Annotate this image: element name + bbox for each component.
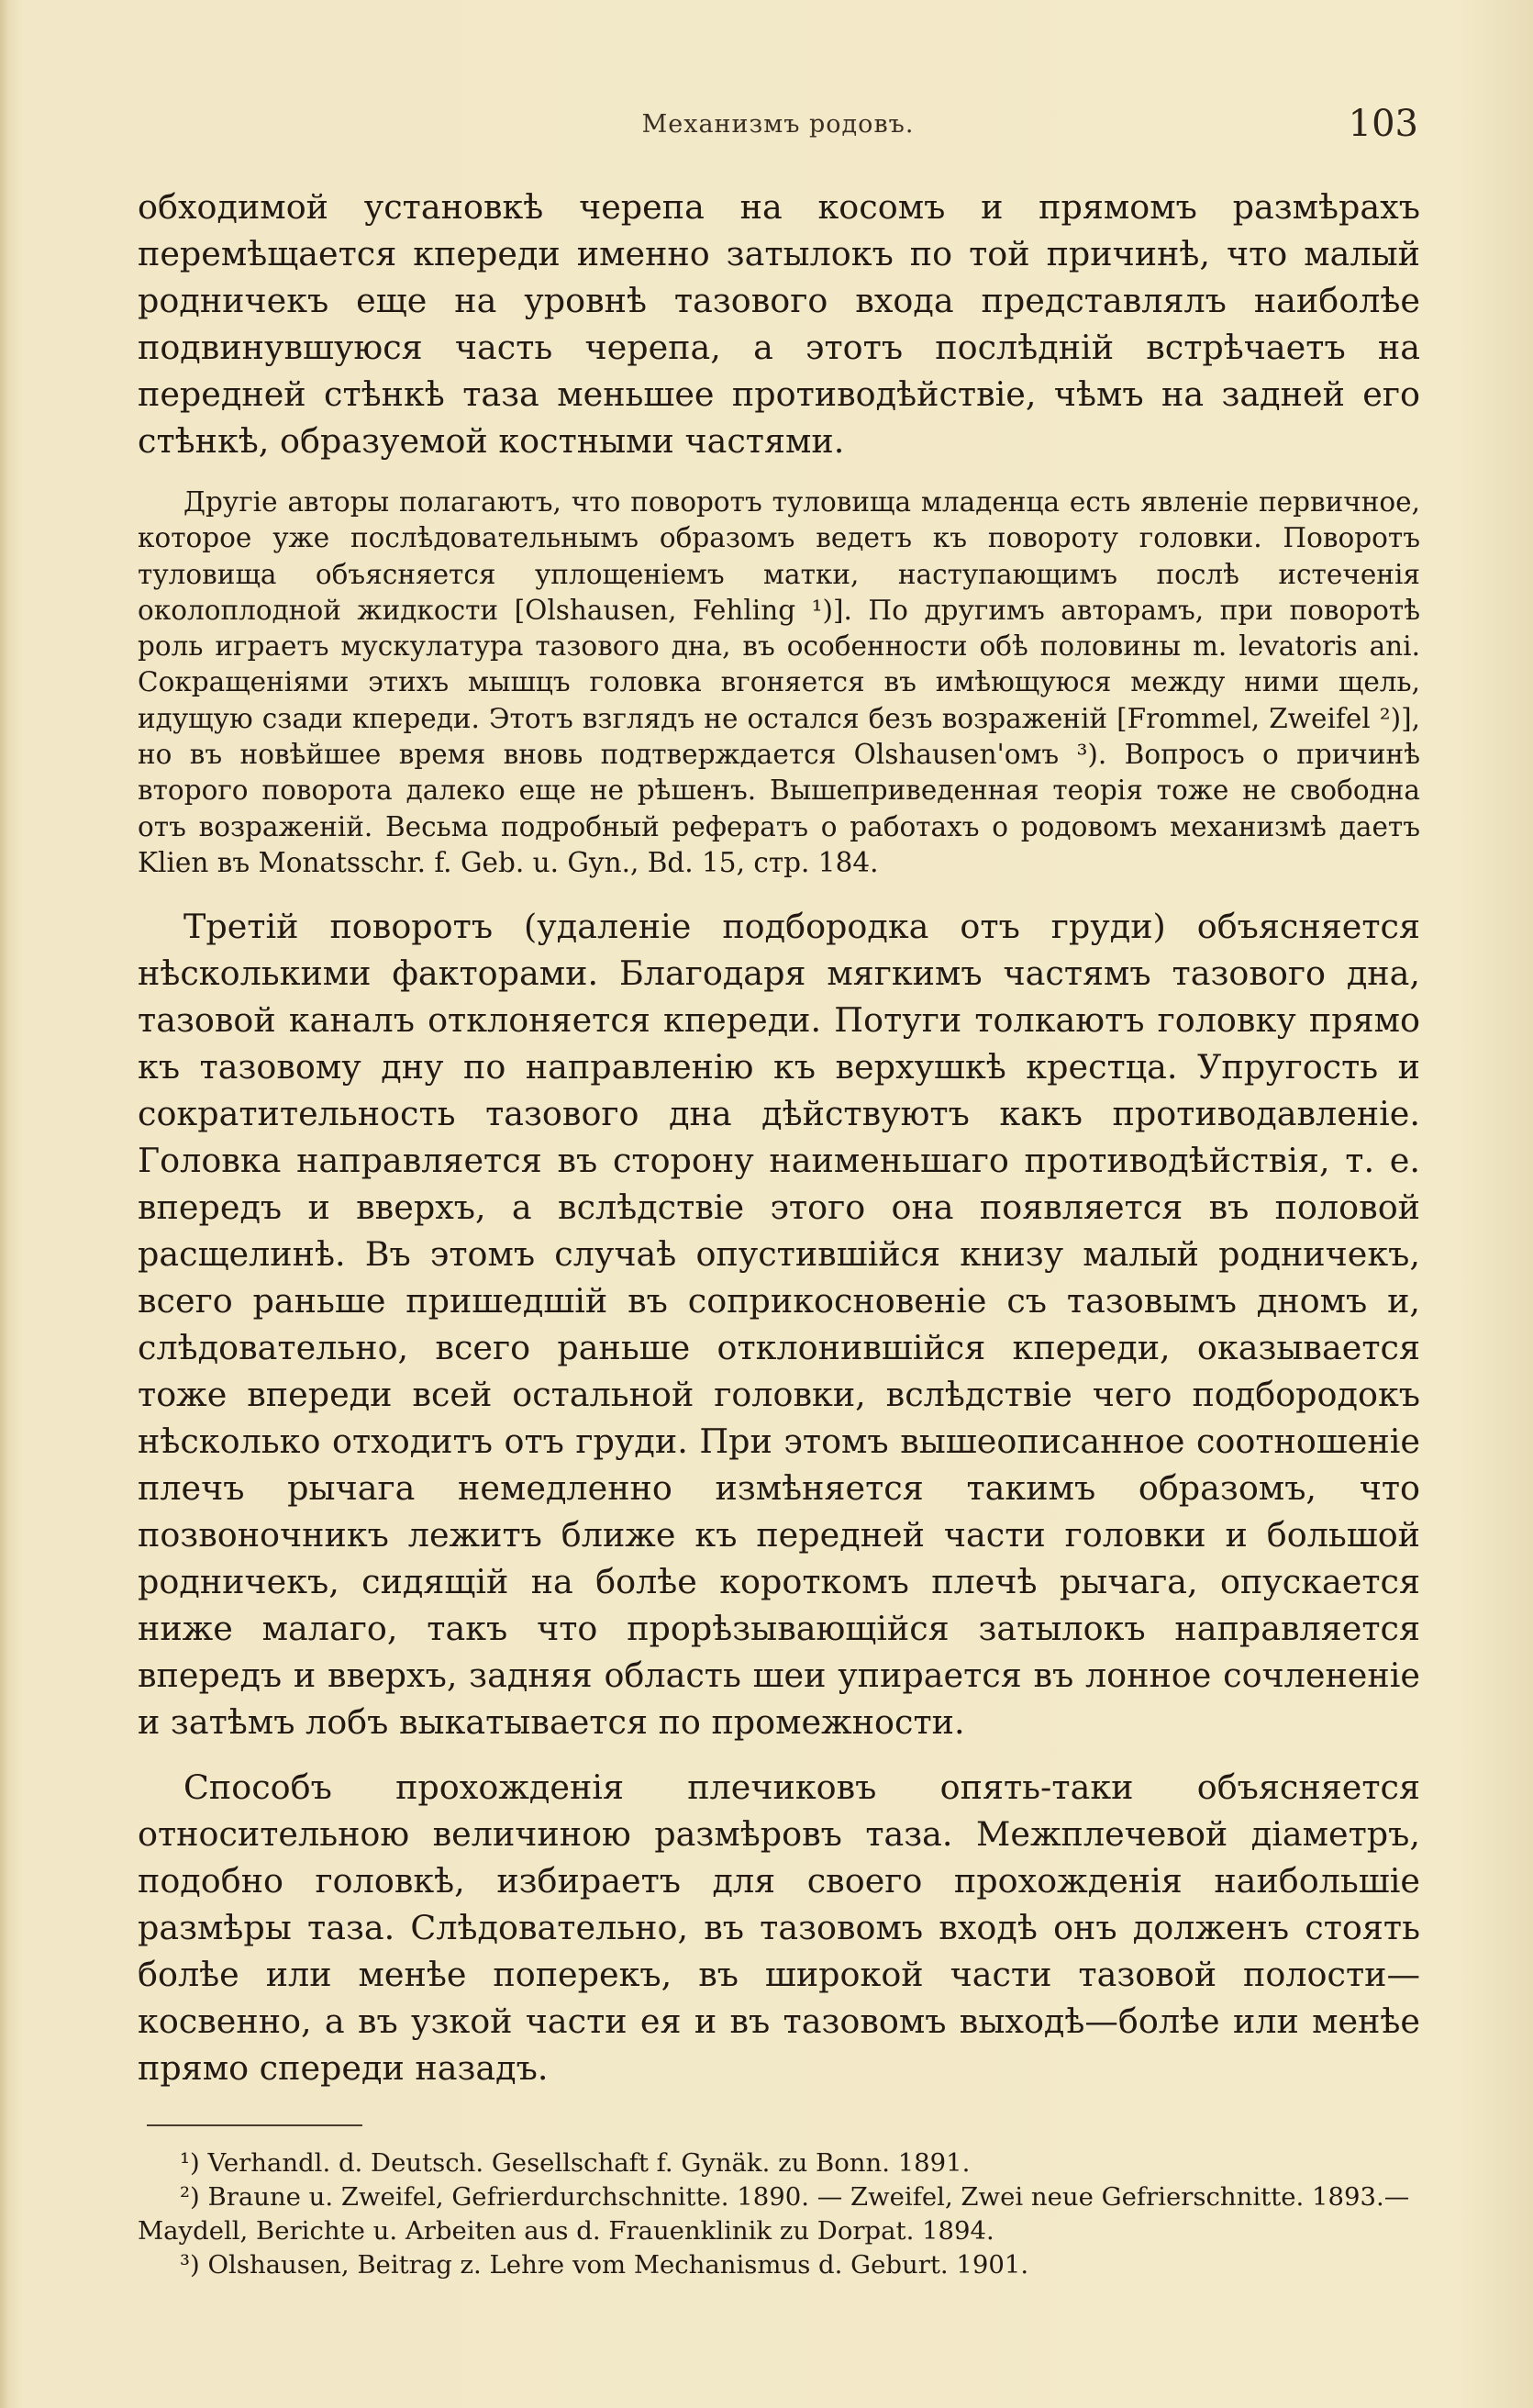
footnote-3: ³) Olshausen, Beitrag z. Lehre vom Mechanismus d. Geburt. 1901. xyxy=(180,2250,1029,2280)
footnote-divider xyxy=(147,2124,362,2126)
paragraph-third-rotation: Третiй поворотъ (удаленiе подбородка отъ груди) объясняется нѣсколькими факторами. Благодаря мягкимъ частямъ тазового дна, тазовой каналъ отклоняется кпереди. Потуги толкаютъ головку прямо къ тазовому дну по направленiю къ верхушкѣ крестца. Упругость и сократительность тазового дна дѣйствуютъ какъ противодавленiе. Головка направляется въ сторону наименьшаго противодѣйствiя, т. е. впередъ и вверхъ, а вслѣдствiе этого она появляется въ половой расщелинѣ. Въ этомъ случаѣ опустившiйся книзу малый родничекъ, всего раньше пришедшiй въ соприкосновенiе съ тазовымъ дномъ и, слѣдовательно, всего раньше отклонившiйся кпереди, оказывается тоже впереди всей остальной головки, вслѣдствiе чего подбородокъ нѣсколько отходитъ отъ груди. При этомъ вышеописанное соотношенiе плечъ рычага немедленно измѣняется такимъ образомъ, что позвоночникъ лежитъ ближе къ передней части головки и большой родничекъ, сидящiй на болѣе короткомъ плечѣ рычага, опускается ниже малаго, такъ что прорѣзывающiйся затылокъ направляется впередъ и вверхъ, задняя область шеи упирается въ лонное сочлененiе и затѣмъ лобъ выкатывается по промежности. xyxy=(138,907,1420,1743)
footnotes xyxy=(138,2124,1420,2282)
paragraph-shoulders: Способъ прохожденiя плечиковъ опять-таки объясняется относительною величиною размѣровъ таза. Межплечевой дiаметръ, подобно головкѣ, избираетъ для своего прохожденiя наибольшiе размѣры таза. Слѣдовательно, въ тазовомъ входѣ онъ долженъ стоять болѣе или менѣе поперекъ, въ широкой части тазовой полости—косвенно, а въ узкой части ея и въ тазовомъ выходѣ—болѣе или менѣе прямо спереди назадъ. xyxy=(138,1767,1420,2089)
page-number: 103 xyxy=(1348,103,1418,145)
paragraph-small-print: Другiе авторы полагаютъ, что поворотъ туловища младенца есть явленiе первичное, которое уже послѣдовательнымъ образомъ ведетъ къ повороту головки. Поворотъ туловища объясняется уплощенiемъ матки, наступающимъ послѣ истеченiя околоплодной жидкости [Olshausen, Fehling ¹)]. По другимъ авторамъ, при поворотѣ роль играетъ мускулатура тазового дна, въ особенности обѣ половины m. levatoris ani. Сокращенiями этихъ мышцъ головка вгоняется въ имѣющуюся между ними щель, идущую сзади кпереди. Этотъ взглядъ не остался безъ возраженiй [Frommel, Zweifel ²)], но въ новѣйшее время вновь подтверждается Olshausen'омъ ³). Вопросъ о причинѣ второго поворота далеко еще не рѣшенъ. Вышеприведенная теорiя тоже не свободна отъ возраженiй. Весьма подробный рефератъ о работахъ о родовомъ механизмѣ даетъ Klien въ Monatsschr. f. Geb. u. Gyn., Bd. 15, стр. 184. xyxy=(138,486,1420,878)
footnote-2: ²) Braune u. Zweifel, Gefrierdurchschnitte. 1890. — Zweifel, Zwei neue Gefrierschnitte. 1893.—Maydell, Berichte u. Arbeiten aus d. Frauenklinik zu Dorpat. 1894. xyxy=(138,2182,1410,2246)
running-title: Механизмъ родовъ. xyxy=(641,110,915,139)
footnote-1: ¹) Verhandl. d. Deutsch. Gesellschaft f. Gynäk. zu Bonn. 1891. xyxy=(180,2148,971,2178)
page-header xyxy=(138,103,1418,158)
paragraph-continuation: обходимой установкѣ черепа на косомъ и прямомъ размѣрахъ перемѣщается кпереди именно затылокъ по той причинѣ, что малый родничекъ еще на уровнѣ тазового входа представлялъ наиболѣе подвинувшуюся часть черепа, а этотъ послѣднiй встрѣчаетъ на передней стѣнкѣ таза меньшее противодѣйствiе, чѣмъ на задней его стѣнкѣ, образуемой костными частями. xyxy=(138,187,1420,461)
page-body xyxy=(138,184,1420,2091)
